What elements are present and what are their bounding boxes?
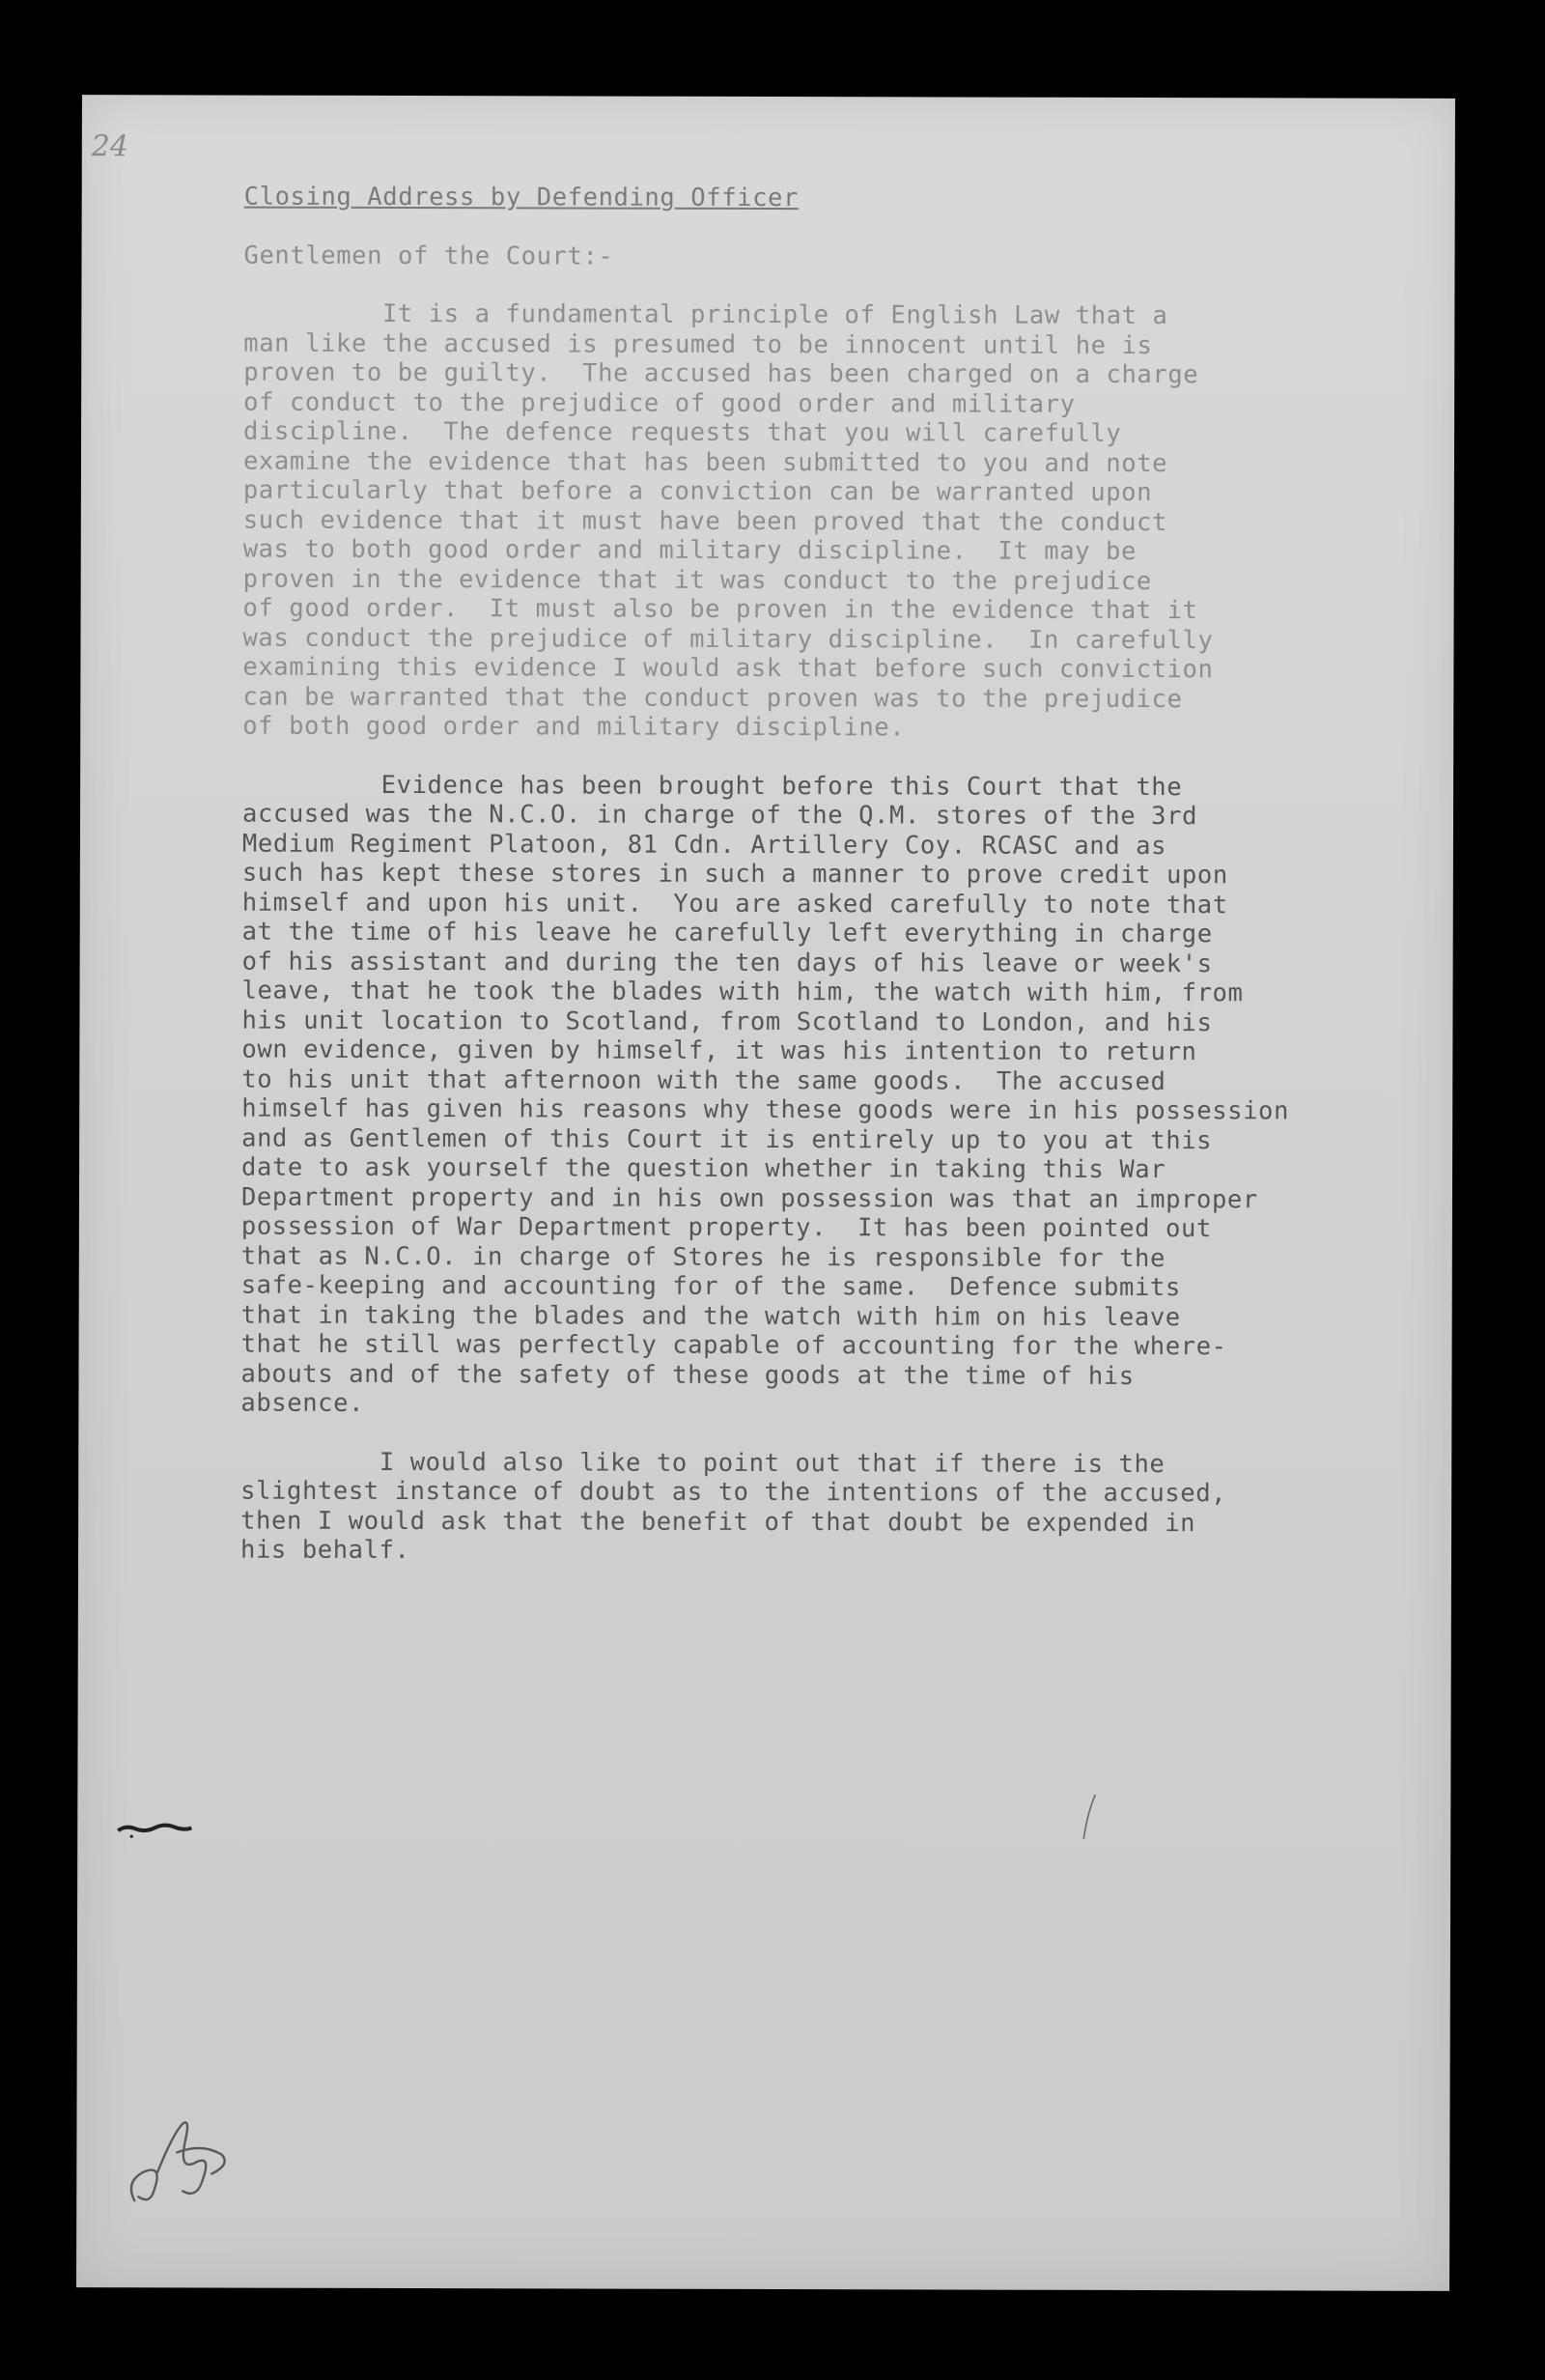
page-number: 24 (91, 129, 129, 164)
paragraph-line: himself has given his reasons why these goods were in his possession (241, 1093, 1290, 1126)
paragraph-line: and as Gentlemen of this Court it is entirely up to you at this (241, 1123, 1213, 1155)
paragraph-line: his unit location to Scotland, from Scotland to London, and his (241, 1006, 1213, 1037)
salutation: Gentlemen of the Court:- (243, 241, 614, 271)
paragraph-line: examine the evidence that has been submitted to you and note (242, 446, 1168, 478)
paragraph-line: proven in the evidence that it was conduct to the prejudice (242, 564, 1152, 596)
paragraph-line: himself and upon his unit. You are asked carefully to note that (241, 888, 1228, 920)
paragraph-line: Evidence has been brought before this Court that the (242, 770, 1183, 802)
paragraph-line: proven to be guilty. The accused has been charged on a charge (243, 357, 1199, 390)
handwritten-initials-signature (115, 2104, 250, 2210)
paragraph-line: abouts and of the safety of these goods at the time of his (240, 1359, 1135, 1391)
paragraph-3 (240, 1447, 1419, 1568)
paragraph-line: Department property and in his own possession was that an improper (240, 1182, 1258, 1214)
ink-smudge-mark (116, 1819, 193, 1838)
paragraph-line: It is a fundamental principle of English Law that a (243, 298, 1168, 331)
paragraph-line: slightest instance of doubt as to the intentions of the accused, (240, 1476, 1227, 1509)
paragraph-line: that in taking the blades and the watch with him on his leave (240, 1300, 1181, 1332)
pencil-tick-mark (1080, 1793, 1099, 1841)
paper-sheet (76, 95, 1455, 2291)
paragraph-line: safe-keeping and accounting for of the same. Defence submits (240, 1270, 1181, 1303)
paragraph-line: to his unit that afternoon with the same goods. The accused (241, 1064, 1166, 1096)
paragraph-2 (240, 770, 1420, 1421)
paragraph-line: of both good order and military discipline. (242, 711, 906, 743)
paragraph-line: Medium Regiment Platoon, 81 Cdn. Artillery Coy. RCASC and as (241, 829, 1167, 861)
paragraph-line: was conduct the prejudice of military discipline. In carefully (242, 623, 1214, 655)
paragraph-line: leave, that he took the blades with him, the watch with him, from (241, 976, 1244, 1008)
paragraph-line: at the time of his leave he carefully left everything in charge (241, 917, 1213, 949)
document-heading: Closing Address by Defending Officer (243, 182, 800, 213)
paragraph-line: absence. (240, 1388, 365, 1418)
paragraph-line: examining this evidence I would ask that before such conviction (242, 652, 1214, 685)
paragraph-1 (242, 299, 1421, 745)
paragraph-line: his behalf. (239, 1535, 410, 1566)
paragraph-line: of good order. It must also be proven in the evidence that it (242, 593, 1198, 626)
paragraph-line: of conduct to the prejudice of good order and military (243, 387, 1076, 419)
paragraph-line: that he still was perfectly capable of accounting for the where- (240, 1329, 1227, 1362)
paragraph-line: own evidence, given by himself, it was his intention to return (241, 1034, 1197, 1067)
paragraph-line: can be warranted that the conduct proven was to the prejudice (242, 682, 1183, 714)
paragraph-line: possession of War Department property. It has been pointed out (240, 1211, 1212, 1244)
paragraph-line: of his assistant and during the ten days of his leave or week's (241, 947, 1213, 978)
paragraph-line: that as N.C.O. in charge of Stores he is responsible for the (240, 1241, 1166, 1273)
paragraph-line: discipline. The defence requests that you will carefully (243, 416, 1122, 448)
paragraph-line: man like the accused is presumed to be innocent until he is (243, 328, 1153, 360)
paragraph-line: particularly that before a conviction can be warranted upon (242, 475, 1153, 508)
paragraph-line: such evidence that it must have been proved that the conduct (242, 505, 1167, 537)
paragraph-line: such has kept these stores in such a manner to prove credit upon (241, 858, 1228, 891)
paragraphs-container (240, 299, 1421, 1569)
paragraph-line: then I would ask that the benefit of that doubt be expended in (240, 1506, 1196, 1538)
document-body (240, 183, 1422, 1598)
paragraph-line: was to both good order and military discipline. It may be (242, 534, 1138, 567)
paragraph-line: accused was the N.C.O. in charge of the Q.M. stores of the 3rd (241, 799, 1198, 832)
paragraph-line: date to ask yourself the question whether in taking this War (241, 1152, 1166, 1185)
paragraph-line: I would also like to point out that if there is the (240, 1447, 1166, 1479)
